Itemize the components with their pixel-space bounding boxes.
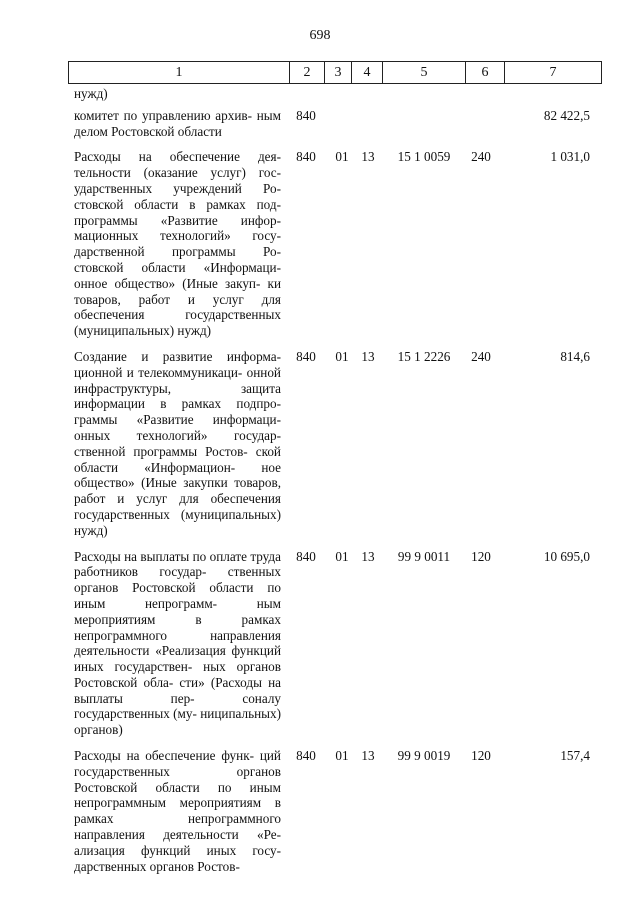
- budget-table-body: [68, 86, 598, 884]
- row-ministry-code: 840: [296, 107, 316, 123]
- column-header-5: 5: [383, 62, 466, 84]
- column-header-table: [68, 61, 602, 84]
- continuation-text: нужд): [74, 86, 108, 101]
- table-row: [68, 149, 598, 339]
- row-subsection-code: 13: [361, 348, 375, 364]
- row-subsection-code: 13: [361, 548, 375, 564]
- column-header-1: 1: [69, 62, 290, 84]
- table-row: [68, 349, 598, 539]
- table-row: [68, 549, 598, 739]
- row-subsection-code: 13: [361, 149, 375, 165]
- row-amount: 157,4: [560, 748, 590, 764]
- row-amount: 10 695,0: [543, 548, 590, 564]
- row-description: Расходы на обеспечение дея- тельности (оказание услуг) гос- ударственных учреждений Ро- стовской области в рамках под- программы «Развитие инфор- мационных технологий» госу- дарственной программы Ро- стовской области «Информаци- онное общество» (Иные закуп- ки товаров, работ и услуг для обеспечения государственных (муниципальных) нужд): [74, 149, 281, 339]
- column-header-4: 4: [352, 62, 383, 84]
- row-ministry-code: 840: [296, 149, 316, 165]
- row-expense-type: 120: [471, 748, 491, 764]
- row-description: Создание и развитие информа- ционной и телекоммуникаци- онной инфраструктуры, защита информации в рамках подпро- граммы «Развитие информаци- онных технологий» государ- ственной программы Ростов- ской области «Информацион- ное общество» (Иные закупки товаров, работ и услуг для обеспечения государственных (муниципальных) нужд): [74, 348, 281, 538]
- row-description: Расходы на обеспечение функ- ций государственных органов Ростовской области по иным непрограммным мероприятиям в рамках непрограммного направления деятельности «Ре- ализация функций иных госу- дарственных органов Ростов-: [74, 748, 281, 874]
- column-header-3: 3: [325, 62, 352, 84]
- row-expense-type: 240: [471, 348, 491, 364]
- column-header-row: [69, 62, 602, 84]
- row-target-article: 15 1 2226: [397, 348, 451, 364]
- row-target-article: 99 9 0011: [397, 548, 451, 564]
- row-ministry-code: 840: [296, 748, 316, 764]
- row-subsection-code: 13: [361, 748, 375, 764]
- table-row: [68, 108, 598, 140]
- row-section-code: 01: [335, 748, 349, 764]
- row-description: комитет по управлению архив- ным делом Ростовской области: [74, 107, 281, 139]
- column-header-2: 2: [290, 62, 325, 84]
- page-number: 698: [309, 28, 331, 43]
- row-target-article: 15 1 0059: [397, 149, 451, 165]
- column-header-7: 7: [505, 62, 602, 84]
- row-amount: 82 422,5: [543, 107, 590, 123]
- row-description: Расходы на выплаты по оплате труда работников государ- ственных органов Ростовской области по иным непрограмм- ным мероприятиям в рамках непрограммного направления деятельности «Реализация функций иных государствен- ных органов Ростовской обла- сти» (Расходы на выплаты пер- соналу государственных (му- ниципальных) органов): [74, 548, 281, 738]
- table-row: [68, 748, 598, 874]
- row-section-code: 01: [335, 348, 349, 364]
- row-ministry-code: 840: [296, 548, 316, 564]
- row-target-article: 99 9 0019: [397, 748, 451, 764]
- row-amount: 1 031,0: [550, 149, 590, 165]
- column-header-6: 6: [466, 62, 505, 84]
- row-ministry-code: 840: [296, 348, 316, 364]
- row-expense-type: 120: [471, 548, 491, 564]
- row-section-code: 01: [335, 149, 349, 165]
- row-section-code: 01: [335, 548, 349, 564]
- row-amount: 814,6: [560, 348, 590, 364]
- row-expense-type: 240: [471, 149, 491, 165]
